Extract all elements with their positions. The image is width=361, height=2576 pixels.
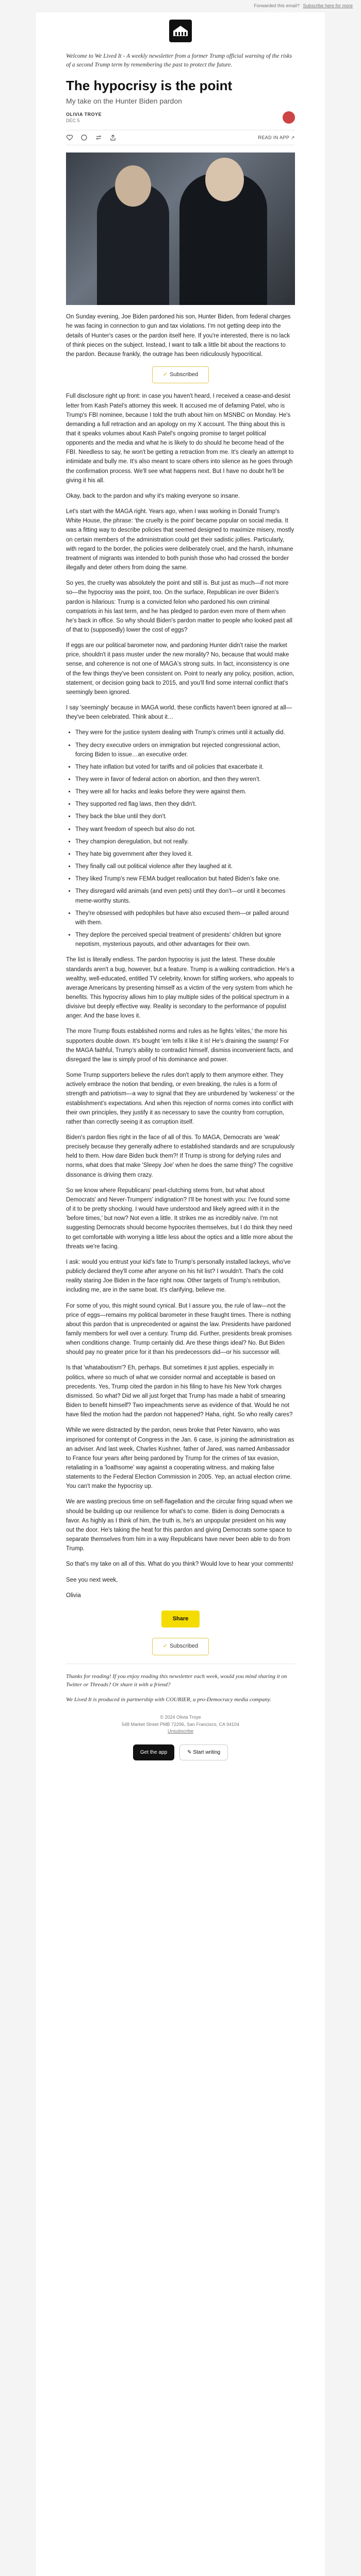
paragraph: So that's my take on all of this. What do you think? Would love to hear your comments! — [66, 1561, 294, 1568]
paragraph: I say 'seemingly' because in MAGA world, these conflicts haven't been ignored at all—they've been celebrated. Think about it… — [66, 705, 292, 721]
paragraph: I ask: would you entrust your kid's fate to Trump's personally installed lackeys, who've publicly declared they'll come after anyone on his hit list? I wouldn't. That's the cold reality staring Joe Biden in the face right now. Other targets of Trump's retribution, including me, are in the same boat. It's clarifying, believe me. — [66, 1259, 291, 1294]
heart-icon[interactable] — [66, 134, 73, 141]
paragraph: Okay, back to the pardon and why it's making everyone so insane. — [66, 493, 240, 499]
subscribe-here-link[interactable]: Subscribe here for more — [303, 3, 353, 8]
action-bar — [66, 130, 295, 145]
read-in-app-link[interactable]: READ IN APP ↗ — [258, 134, 295, 140]
paragraph: So yes, the cruelty was absolutely the point and still is. But just as much—if not more so—the hypocrisy was the point, too. On the surface, Republican ire over Biden's pardon is hilarious: Trump is a convicted felon who pardoned his own criminal compatriots in his last term, and he has pledged to pardon even more of them when he's back in office. So why should Biden's pardon matter to people who looked past all of that to (supposedly) lower the cost of eggs? — [66, 580, 292, 633]
newsletter-card — [36, 12, 325, 2576]
forwarded-text: Forwarded this email? — [254, 3, 300, 8]
paragraph: For some of you, this might sound cynical. But I assure you, the rule of law—not the price of eggs—remains my political barometer in these fraught times. There is nothing about this pardon that is unprecedented or against the law. Presidents have pardoned family members for well over a century. Trump did. Further, presidents break promises when conditions change. Trump certainly did. Are these things ideal? No. But Biden should pay no greater price for it than his predecessors did—or his successor will. — [66, 1302, 292, 1356]
list-item: • They hate big government after they loved it. — [75, 850, 295, 859]
paragraph: If eggs are our political barometer now, and pardoning Hunter didn't raise the market price, shouldn't it pass muster under the new morality? No, because that would make sense, and coherence is not one of MAGA's strong suits. In fact, inconsistency is one of the few things they've been consistent on. Point to nearly any policy, position, action, statement, or decision going back to 2015, and you'll find some internal conflict that's seemingly been ignored. — [66, 642, 294, 696]
start-writing-button[interactable]: ✎ Start writing — [179, 1744, 228, 1761]
check-icon: ✓ — [162, 1643, 168, 1650]
post-subtitle: My take on the Hunter Biden pardon — [66, 97, 182, 106]
byline — [66, 111, 295, 124]
paragraph: Biden's pardon flies right in the face of all of this. To MAGA, Democrats are 'weak' precisely because they generally adhere to established standards and are scrupulously held to them. How dare Biden buck them?! If Trump is strong for defying rules and norms, what does that make 'Sleepy Joe' when he does the same thing? The cognitive dissonance is driving them crazy. — [66, 1134, 295, 1178]
store-buttons — [66, 1744, 295, 1761]
paragraph: We are wasting precious time on self-flagellation and the circular firing squad when we should be building up our resilience for what's to come. Biden is doing Democrats a favor. As highly as I think of him, the truth is, he's an unpopular president on his way out the door. He's taking the heat for this pardon and giving Democrats some space to separate themselves from him in a way Republicans have never been able to do from Trump. — [66, 1499, 293, 1552]
paragraph: The more Trump flouts established norms and rules as he fights 'elites,' the more his supporters double down. It's bought 'em tells it like it is! He's draining the swamp! For the MAGA faithful, Trump's ability to contradict himself, dismiss inconvenient facts, and disregard the law is simply proof of his dominance and power. — [66, 1028, 293, 1063]
article-body — [66, 312, 295, 1760]
unsubscribe-link[interactable]: Unsubscribe — [167, 1728, 194, 1734]
pen-icon: ✎ — [187, 1749, 193, 1755]
footer-thanks: Thanks for reading! If you enjoy reading this newsletter each week, would you mind sharing it on Twitter or Threads? Or share it with a friend? — [66, 1673, 287, 1688]
post-title[interactable]: The hypocrisy is the point — [66, 78, 233, 94]
subscribed-button-bottom[interactable]: ✓ Subscribed — [152, 1638, 209, 1655]
list-item: • They liked Trump's new FEMA budget reallocation but hated Biden's fake one. — [75, 874, 295, 884]
copyright: © 2024 Olivia Troye — [160, 1715, 201, 1720]
footer-partnership: We Lived It is produced in partnership with COURIER, a pro-Democracy media company. — [66, 1696, 271, 1703]
post-date: DEC 5 — [66, 118, 80, 124]
list-item: • They supported red flag laws, then they didn't. — [75, 800, 295, 809]
address: 548 Market Street PMB 72296, San Francisco, CA 94104 — [121, 1721, 240, 1727]
paragraph: So we know where Republicans' pearl-clutching stems from, but what about Democrats' and Never-Trumpers' indignation? I'll be honest with you: I've found some of it to be pretty shocking. I would have understood and likely agreed with it in the 'before times,' but now? Not even a little. It strikes me as incredibly naïve. I'm not suggesting Democrats should become hypocrites themselves, but I do think they need to get comfortable with worrying a little less about the optics and a little more about the threats we're facing. — [66, 1187, 293, 1250]
paragraph: Is that 'whataboutism'? Eh, perhaps. But sometimes it just applies, especially in politics, where so much of what we consider normal and acceptable is based on precedents. Yes, Trump cited the pardon in his filing to have his New York charges dismissed. So what? Did we all just forget that Trump has made a habit of smearing Biden to benefit himself? Two impeachments serve as evidence of that. Would he not have filed the motion had the pardon not happened? Haha, right. So who really cares? — [66, 1365, 293, 1418]
paragraph: Some Trump supporters believe the rules don't apply to them anymore either. They actively embrace the notion that bending, or even breaking, the rules is a form of strength and patriotism—a way to signal that they are unburdened by 'wokeness' or the establishment's expectations. And when this rejection of norms comes into conflict with their own principles, they justify it as necessary to save the country from corruption, rather than correctly seeing it as corruption itself. — [66, 1072, 294, 1125]
list-item: • They hate inflation but voted for tariffs and oil policies that exacerbate it. — [75, 762, 295, 772]
comment-icon[interactable] — [80, 134, 88, 141]
check-icon: ✓ — [162, 371, 168, 378]
hero-image[interactable] — [66, 152, 295, 305]
paragraph: On Sunday evening, Joe Biden pardoned his son, Hunter Biden, from federal charges he was facing in connection to gun and tax violations. I'm not getting deep into the details of Hunter's cases or the pardon itself here. If you're interested, there is no lack of think pieces on the subject. Instead, I want to talk a little bit about the reactions to the pardon. Because frankly, the outrage has been ridiculously hypocritical. — [66, 314, 291, 358]
get-app-button[interactable]: Get the app — [133, 1744, 174, 1761]
list-item: • They deplore the perceived special treatment of presidents' children but ignore nepotism, mysterious payouts, and other advantages for their own. — [75, 930, 295, 949]
forwarded-bar — [0, 0, 361, 9]
external-link-icon: ↗ — [291, 134, 295, 140]
legal-footer — [66, 1714, 295, 1735]
list-item: • They want freedom of speech but also do not. — [75, 825, 295, 834]
subscribed-button[interactable]: ✓ Subscribed — [152, 366, 209, 383]
list-item: • They were for the justice system dealing with Trump's crimes until it actually did. — [75, 728, 295, 737]
share-button[interactable]: Share — [161, 1611, 200, 1628]
list-item: • They're obsessed with pedophiles but have also excused them—or palled around with them. — [75, 909, 295, 927]
list-item: • They were all for hacks and leaks before they were against them. — [75, 787, 295, 796]
share-icon[interactable] — [109, 134, 117, 141]
paragraph: While we were distracted by the pardon, news broke that Peter Navarro, who was imprisoned for contempt of Congress in the Jan. 6 case, is joining the administration as an adviser. And last week, Charles Kushner, father of Jared, was named Ambassador to France four years after being pardoned by Trump for the crimes of tax evasion, retaliating in a 'loathsome' way against a cooperating witness, and making false statements to the Federal Election Commission in 2005. Yep, an actual election crime. You can't make the hypocrisy up. — [66, 1427, 294, 1490]
list-item: • They were in favor of federal action on abortion, and then they weren't. — [75, 775, 295, 784]
list-item: • They finally call out political violence after they laughed at it. — [75, 862, 295, 871]
paragraph: See you next week, — [66, 1577, 118, 1583]
list-item: • They disregard wild animals (and even pets) until they don't—or until it becomes meme-worthy stunts. — [75, 887, 295, 905]
paragraph: Full disclosure right up front: in case you haven't heard, I received a cease-and-desist letter from Kash Patel's attorney this week. It accused me of defaming Patel, who is Trump's FBI nominee, because I told the truth about him on MSNBC on Monday. He's demanding a full retraction and an apology on my X account. The thing about this is that it speaks volumes about Kash Patel's ongoing promise to target political opponents and the media and what he is likely to do should he become head of the FBI. Needless to say, he won't be getting a retraction from me. It's clearly an attempt to intimidate and bully me. It's also meant to scare others into silence as he goes through the confirmation process. We'll see what happens next. But I have no doubt he'll be giving it his all. — [66, 393, 294, 484]
signature: Olivia — [66, 1592, 81, 1599]
restack-icon[interactable] — [95, 134, 102, 141]
author-name[interactable]: OLIVIA TROYE — [66, 112, 102, 117]
list-item: • They decry executive orders on immigration but rejected congressional action, forcing Biden to issue…an executive order. — [75, 741, 295, 759]
publication-logo[interactable] — [169, 20, 192, 42]
paragraph: The list is literally endless. The pardon hypocrisy is just the latest. These double standards aren't a bug, however, but a feature. Trump is a walking contradiction. He's a wealthy, well-educated, entitled TV celebrity, known for stiffing workers, who appeals to average Americans by presenting himself as a victim of the very system from which he benefits. This hypocrisy allows him to play multiple sides of the political spectrum in a divisive but deeply effective way. Reality is secondary to the performance of populist anger. And the base loves it. — [66, 957, 294, 1020]
hypocrisy-list — [75, 728, 295, 949]
list-item: • They back the blue until they don't. — [75, 812, 295, 821]
avatar[interactable] — [283, 111, 295, 124]
list-item: • They champion deregulation, but not really. — [75, 837, 295, 846]
intro-text: Welcome to We Lived It - A weekly newsletter from a former Trump official warning of the risks of a second Trump term by remembering the past to protect the future. — [66, 53, 292, 68]
paragraph: Let's start with the MAGA right. Years ago, when I was working in Donald Trump's White House, the phrase: 'the cruelty is the point' became popular on social media. It was a fitting way to describe policies that seemed designed to maximize misery, mostly on certain members of the administration could get their sadistic jollies. Particularly, with regard to the border, the policies were deliberately cruel, and the harsh, inhumane treatment of migrants was intended to both punish those who had crossed the border illegally and deter others from doing the same. — [66, 509, 294, 571]
